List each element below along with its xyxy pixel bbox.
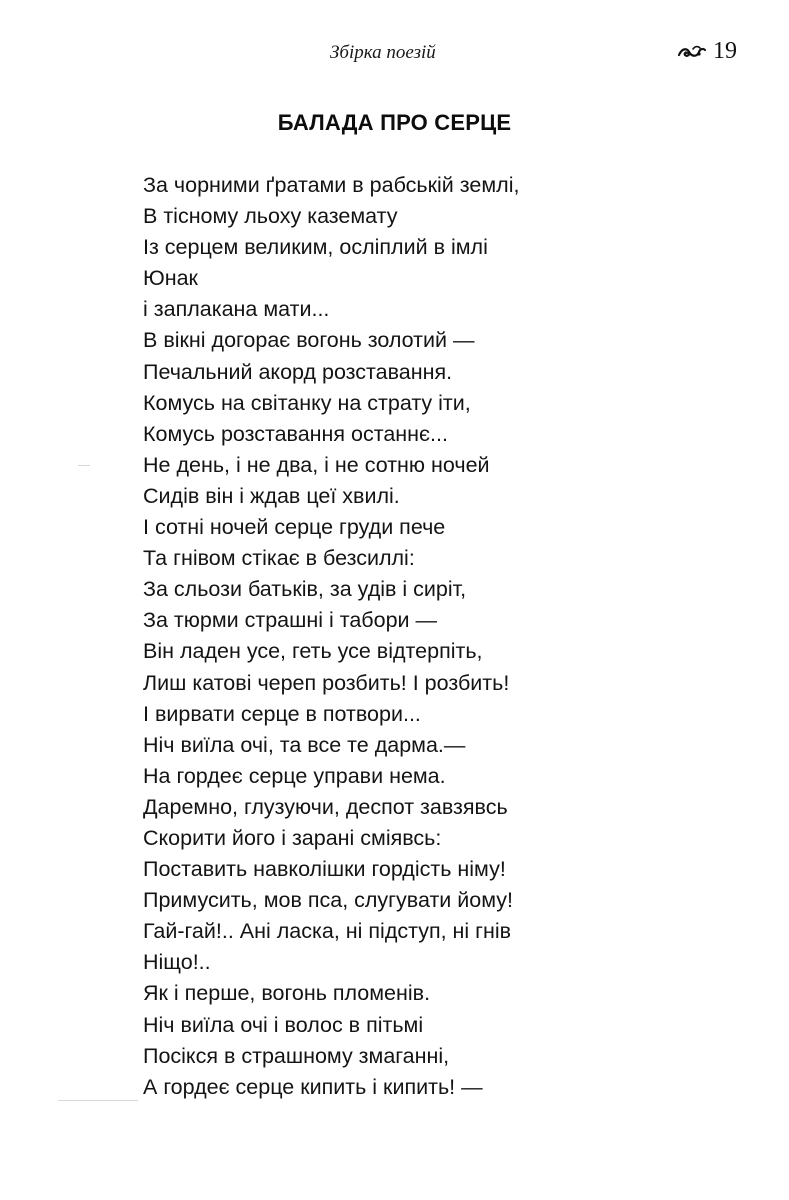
poem-line: За тюрми страшні і табори — (143, 608, 438, 633)
poem-line: Він ладен усе, геть усе відтерпіть, (143, 639, 483, 664)
page-number: 19 (713, 38, 737, 64)
poem-line: Поставить навколішки гордість німу! (143, 857, 506, 882)
poem-line: Та гнівом стікає в безсиллі: (143, 546, 415, 571)
scan-artifact (58, 1100, 138, 1101)
poem-line: Посікся в страшному змаганні, (143, 1043, 450, 1068)
poem-line: Комусь розставання останнє... (143, 421, 448, 446)
poem-title: БАЛАДА ПРО СЕРЦЕ (277, 110, 512, 135)
poem-line: Ніч виїла очі, та все те дарма.— (143, 732, 466, 757)
poem-line: і заплакана мати... (143, 297, 330, 322)
poem-line: На гордеє серце управи нема. (143, 763, 446, 788)
poem-line: Печальний акорд розставання. (143, 359, 453, 384)
poem-body (143, 170, 763, 1103)
poem-line: Ніч виїла очі і волос в пітьмі (143, 1012, 424, 1037)
poem-line: Юнак (143, 266, 198, 291)
poem-line: Не день, і не два, і не сотню ночей (143, 452, 490, 477)
poem-line: Сидів він і ждав цеї хвилі. (143, 483, 400, 508)
scan-artifact (78, 465, 90, 466)
poem-line: Із серцем великим, осліплий в імлі (143, 235, 488, 260)
poem-line: Як і перше, вогонь пломенів. (143, 981, 431, 1006)
header-title: Збірка поезій (330, 42, 436, 63)
poem-line: Даремно, глузуючи, деспот завзявсь (143, 794, 508, 819)
poem-line: Примусить, мов пса, слугувати йому! (143, 888, 513, 913)
poem-line: В тісному льоху каземату (143, 204, 398, 229)
poem-line: За сльози батьків, за удів і сиріт, (143, 577, 467, 602)
poem-line: Гай-гай!.. Ані ласка, ні підступ, ні гнів (143, 919, 512, 944)
poem-line: І сотні ночей серце груди пече (143, 515, 446, 540)
poem-line: Лиш катові череп розбить! І розбить! (143, 670, 510, 695)
flourish-ornament-icon (677, 43, 707, 61)
poem-line: Ніщо!.. (143, 950, 211, 975)
running-header (0, 38, 789, 68)
page-number-block (677, 38, 737, 65)
poem-line: А гордеє серце кипить і кипить! — (143, 1074, 483, 1099)
poem-line: В вікні догорає вогонь золотий — (143, 328, 475, 353)
poem-line: І вирвати серце в потвори... (143, 701, 421, 726)
poem-line: За чорними ґратами в рабській землі, (143, 173, 520, 197)
poem-line: Скорити його і зарані сміявсь: (143, 825, 442, 850)
poem-line: Комусь на світанку на страту іти, (143, 390, 471, 415)
